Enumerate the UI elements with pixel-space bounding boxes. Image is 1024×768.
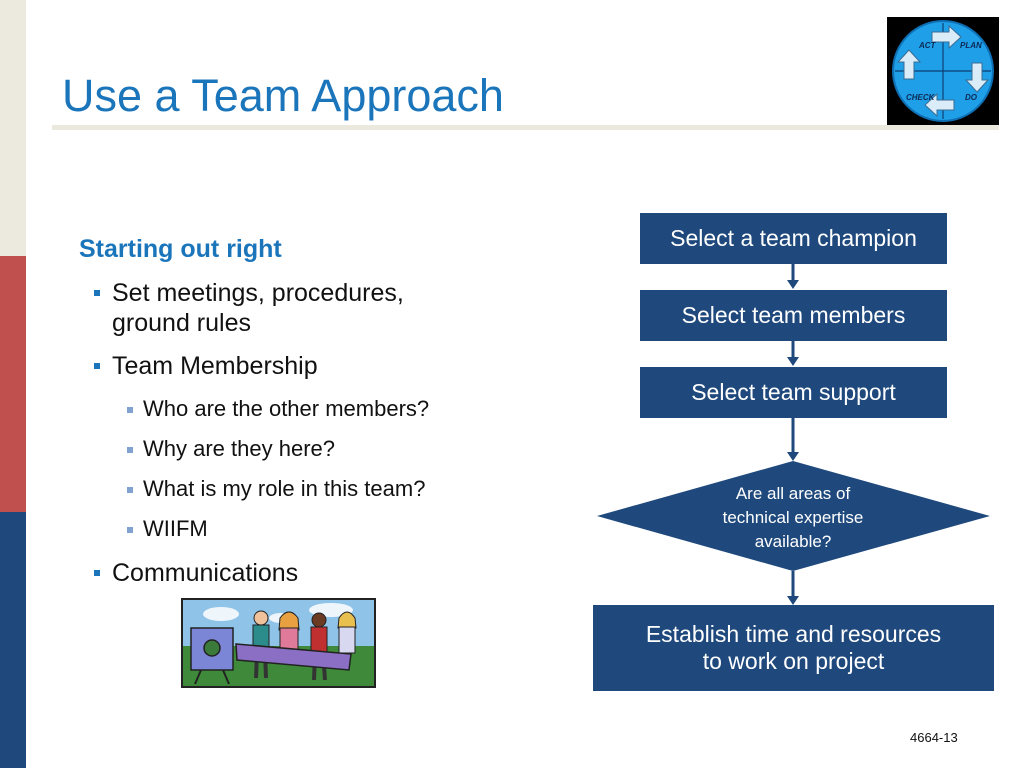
decision-line: Are all areas of — [735, 484, 851, 503]
subbullet-item: WIIFM — [79, 516, 539, 542]
flow-step-label: Select a team champion — [670, 225, 917, 251]
bullet-text-line: ground rules — [112, 309, 251, 337]
flow-step-champion — [640, 213, 947, 264]
flow-step-support — [640, 367, 947, 418]
bullet-text-line: Set meetings, procedures, — [112, 279, 404, 307]
pdca-label-check: CHECK — [906, 93, 935, 102]
subbullet-item: Why are they here? — [79, 436, 539, 462]
flow-step-label: Select team members — [681, 302, 906, 328]
pdca-label-plan: PLAN — [960, 41, 982, 50]
slide-code: 4664-13 — [910, 730, 958, 745]
bullet-item-communications: Communications — [79, 558, 539, 588]
subbullet-item: Who are the other members? — [79, 396, 539, 422]
bullet-item-membership: Team Membership — [79, 351, 539, 381]
slide-title: Use a Team Approach — [62, 70, 504, 121]
decision-line: technical expertise — [722, 508, 864, 527]
decision-label — [680, 482, 906, 554]
section-heading: Starting out right — [79, 235, 282, 263]
flow-final-line: Establish time and resources — [645, 621, 942, 647]
pdca-label-do: DO — [965, 93, 977, 102]
subbullet-item: What is my role in this team? — [79, 476, 539, 502]
flow-step-final — [593, 605, 994, 691]
flow-step-members — [640, 290, 947, 341]
pdca-label-act: ACT — [919, 41, 936, 50]
decision-line: available? — [754, 532, 832, 551]
flow-final-line: to work on project — [702, 648, 885, 674]
flow-step-label: Select team support — [691, 379, 896, 405]
